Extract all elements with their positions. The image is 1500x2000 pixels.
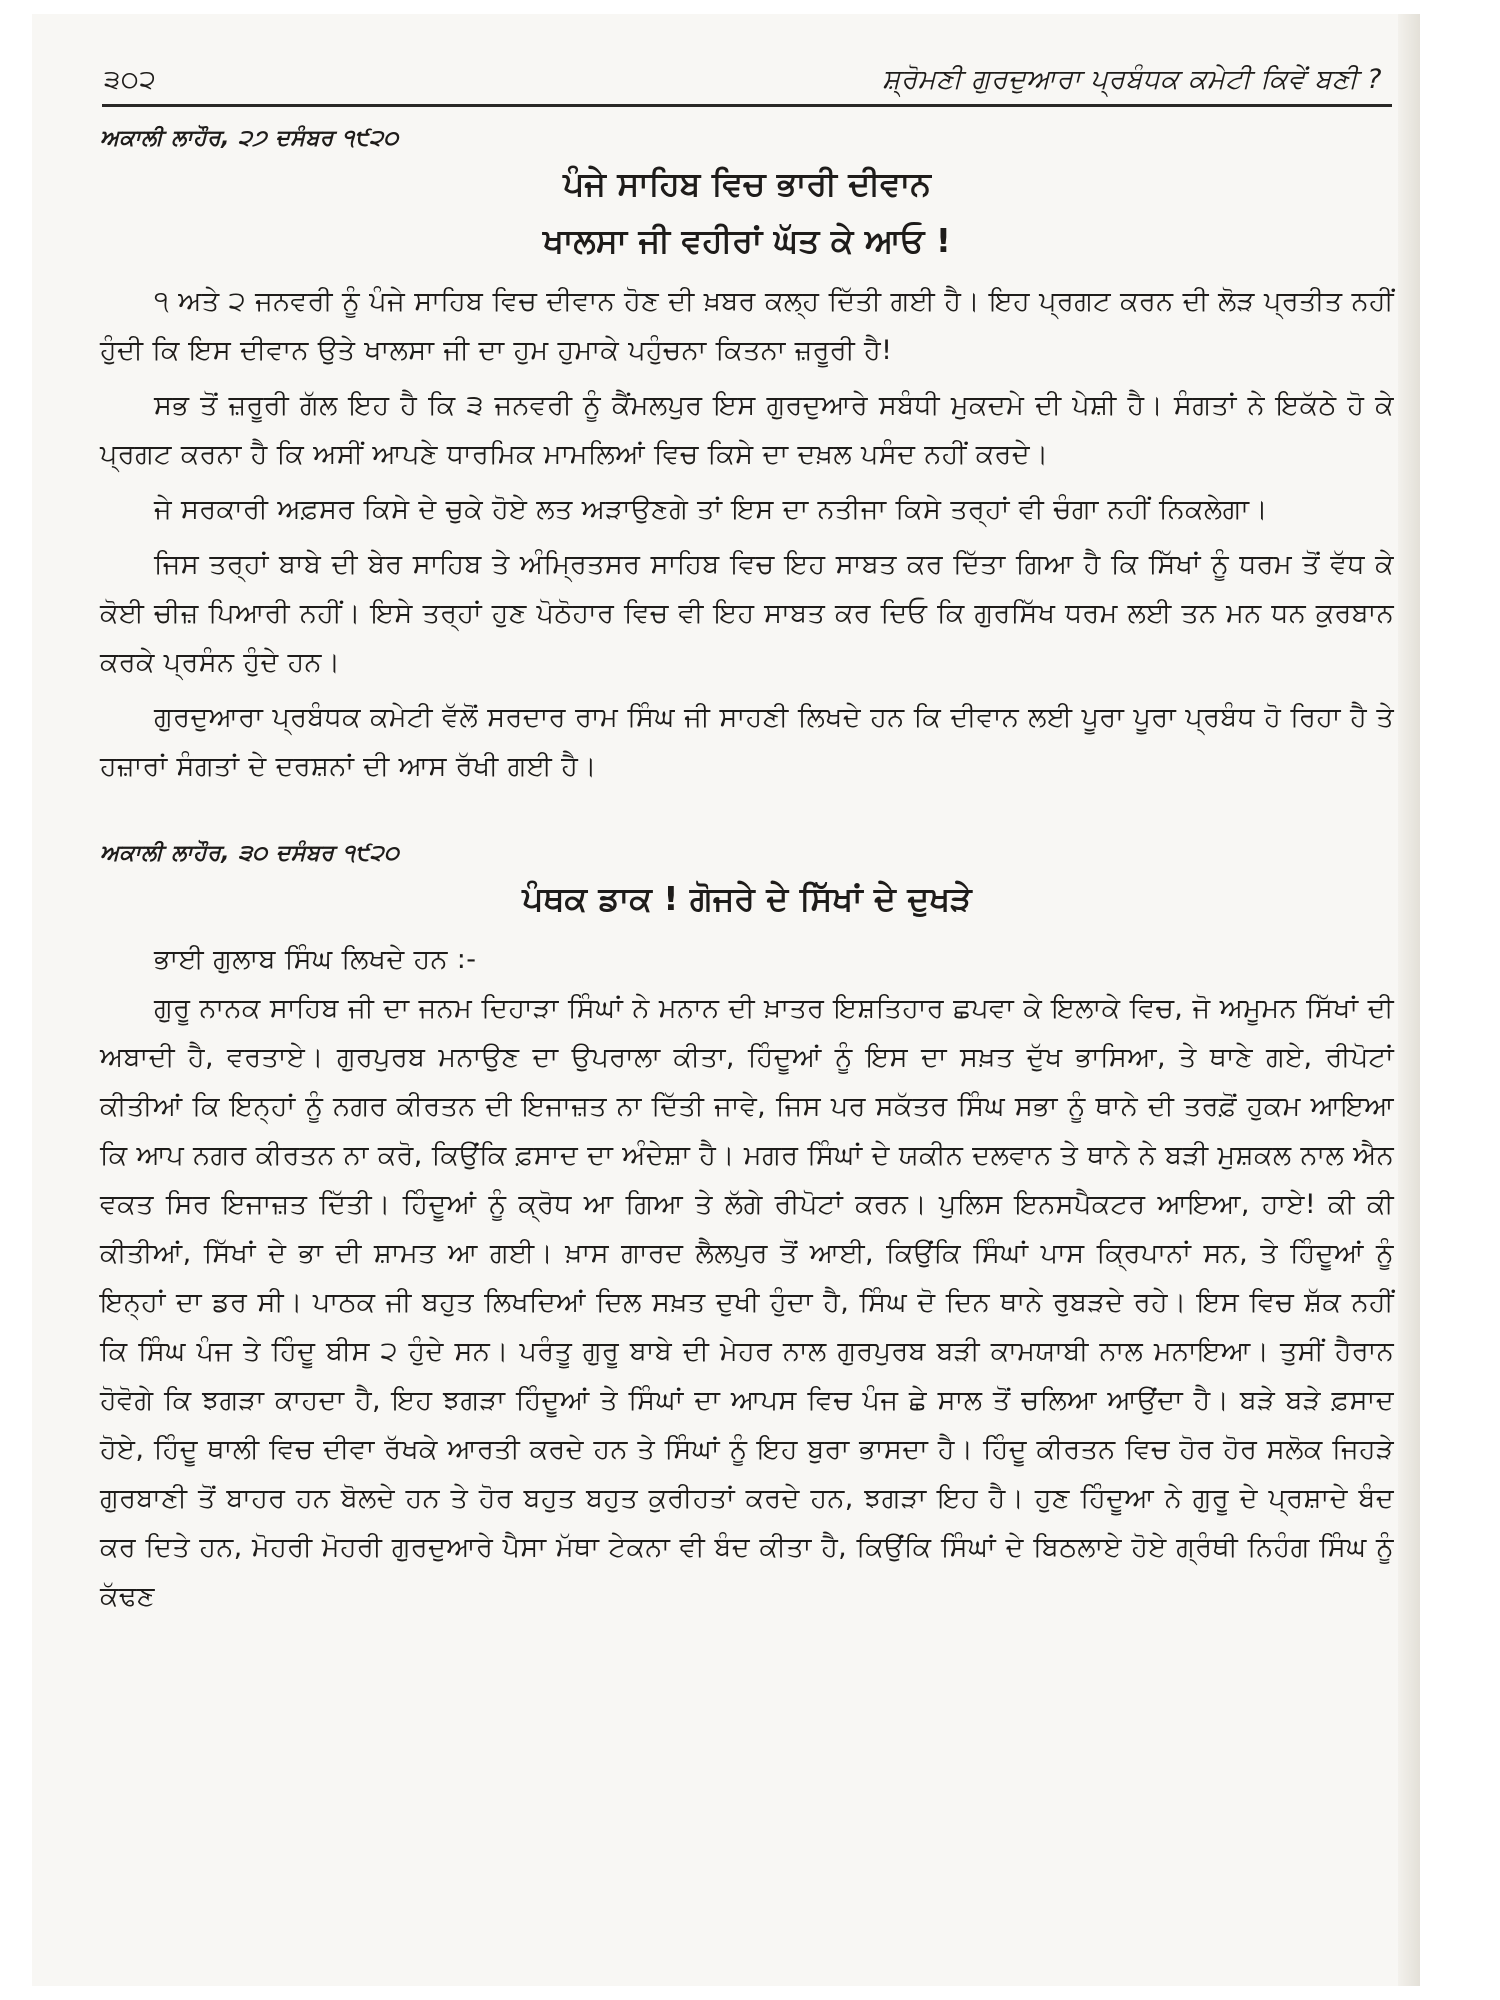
page-number: ੩੦੨ <box>104 65 157 95</box>
section-gap <box>100 797 1394 841</box>
article-paragraph: ੧ ਅਤੇ ੨ ਜਨਵਰੀ ਨੂੰ ਪੰਜੇ ਸਾਹਿਬ ਵਿਚ ਦੀਵਾਨ ਹੋਣ ਦੀ ਖ਼ਬਰ ਕਲ੍ਹ ਦਿੱਤੀ ਗਈ ਹੈ। ਇਹ ਪ੍ਰਗਟ ਕਰਨ ਦੀ ਲੋੜ ਪ੍ਰਤੀਤ ਨਹੀਂ ਹੁੰਦੀ ਕਿ ਇਸ ਦੀਵਾਨ ਉਤੇ ਖਾਲਸਾ ਜੀ ਦਾ ਹੁਮ ਹੁਮਾਕੇ ਪਹੁੰਚਨਾ ਕਿਤਨਾ ਜ਼ਰੂਰੀ ਹੈ! <box>100 285 1394 366</box>
book-page <box>32 14 1420 1986</box>
article-paragraph: ਜੇ ਸਰਕਾਰੀ ਅਫ਼ਸਰ ਕਿਸੇ ਦੇ ਚੁਕੇ ਹੋਏ ਲਤ ਅੜਾਉਣਗੇ ਤਾਂ ਇਸ ਦਾ ਨਤੀਜਾ ਕਿਸੇ ਤਰ੍ਹਾਂ ਵੀ ਚੰਗਾ ਨਹੀਂ ਨਿਕਲੇਗਾ। <box>154 493 1268 525</box>
page-header <box>104 50 1382 96</box>
article <box>100 841 1394 1621</box>
article-source: ਅਕਾਲੀ ਲਾਹੌਰ, ੩੦ ਦਸੰਬਰ ੧੯੨੦ <box>100 840 400 866</box>
page-edge-shadow <box>1398 14 1420 1986</box>
page-content <box>100 126 1394 1627</box>
article-source: ਅਕਾਲੀ ਲਾਹੌਰ, ੨੭ ਦਸੰਬਰ ੧੯੨੦ <box>100 126 399 151</box>
article-headline: ਪੰਜੇ ਸਾਹਿਬ ਵਿਚ ਭਾਰੀ ਦੀਵਾਨ <box>563 164 931 203</box>
running-title: ਸ਼੍ਰੋਮਣੀ ਗੁਰਦੁਆਰਾ ਪ੍ਰਬੰਧਕ ਕਮੇਟੀ ਕਿਵੇਂ ਬਣੀ ? <box>882 64 1382 95</box>
article-headline: ਪੰਥਕ ਡਾਕ ! ਗੋਜਰੇ ਦੇ ਸਿੱਖਾਂ ਦੇ ਦੁਖੜੇ <box>522 878 972 918</box>
header-rule <box>102 104 1392 107</box>
article-subheadline: ਖਾਲਸਾ ਜੀ ਵਹੀਰਾਂ ਘੱਤ ਕੇ ਆਓ ! <box>543 220 951 260</box>
article-paragraph: ਭਾਈ ਗੁਲਾਬ ਸਿੰਘ ਲਿਖਦੇ ਹਨ :- <box>154 943 477 975</box>
article-paragraph: ਸਭ ਤੋਂ ਜ਼ਰੂਰੀ ਗੱਲ ਇਹ ਹੈ ਕਿ ੩ ਜਨਵਰੀ ਨੂੰ ਕੈਂਮਲਪੁਰ ਇਸ ਗੁਰਦੁਆਰੇ ਸਬੰਧੀ ਮੁਕਦਮੇ ਦੀ ਪੇਸ਼ੀ ਹੈ। ਸੰਗਤਾਂ ਨੇ ਇਕੱਠੇ ਹੋ ਕੇ ਪ੍ਰਗਟ ਕਰਨਾ ਹੈ ਕਿ ਅਸੀਂ ਆਪਣੇ ਧਾਰਮਿਕ ਮਾਮਲਿਆਂ ਵਿਚ ਕਿਸੇ ਦਾ ਦਖ਼ਲ ਪਸੰਦ ਨਹੀਂ ਕਰਦੇ। <box>100 389 1394 470</box>
article <box>100 126 1394 791</box>
article-paragraph: ਗੁਰੂ ਨਾਨਕ ਸਾਹਿਬ ਜੀ ਦਾ ਜਨਮ ਦਿਹਾੜਾ ਸਿੰਘਾਂ ਨੇ ਮਨਾਨ ਦੀ ਖ਼ਾਤਰ ਇਸ਼ਤਿਹਾਰ ਛਪਵਾ ਕੇ ਇਲਾਕੇ ਵਿਚ, ਜੋ ਅਮੂਮਨ ਸਿੱਖਾਂ ਦੀ ਅਬਾਦੀ ਹੈ, ਵਰਤਾਏ। ਗੁਰਪੁਰਬ ਮਨਾਉਣ ਦਾ ਉਪਰਾਲਾ ਕੀਤਾ, ਹਿੰਦੂਆਂ ਨੂੰ ਇਸ ਦਾ ਸਖ਼ਤ ਦੁੱਖ ਭਾਸਿਆ, ਤੇ ਥਾਣੇ ਗਏ, ਰੀਪੋਟਾਂ ਕੀਤੀਆਂ ਕਿ ਇਨ੍ਹਾਂ ਨੂੰ ਨਗਰ ਕੀਰਤਨ ਦੀ ਇਜਾਜ਼ਤ ਨਾ ਦਿੱਤੀ ਜਾਵੇ, ਜਿਸ ਪਰ ਸਕੱਤਰ ਸਿੰਘ ਸਭਾ ਨੂੰ ਥਾਨੇ ਦੀ ਤਰਫ਼ੋਂ ਹੁਕਮ ਆਇਆ ਕਿ ਆਪ ਨਗਰ ਕੀਰਤਨ ਨਾ ਕਰੋ, ਕਿਉਂਕਿ ਫ਼ਸਾਦ ਦਾ ਅੰਦੇਸ਼ਾ ਹੈ। ਮਗਰ ਸਿੰਘਾਂ ਦੇ ਯਕੀਨ ਦਲਵਾਨ ਤੇ ਥਾਨੇ ਨੇ ਬੜੀ ਮੁਸ਼ਕਲ ਨਾਲ ਐਨ ਵਕਤ ਸਿਰ ਇਜਾਜ਼ਤ ਦਿੱਤੀ। ਹਿੰਦੂਆਂ ਨੂੰ ਕ੍ਰੋਧ ਆ ਗਿਆ ਤੇ ਲੱਗੇ ਰੀਪੋਟਾਂ ਕਰਨ। ਪੁਲਿਸ ਇਨਸਪੈਕਟਰ ਆਇਆ, ਹਾਏ! ਕੀ ਕੀ ਕੀਤੀਆਂ, ਸਿੱਖਾਂ ਦੇ ਭਾ ਦੀ ਸ਼ਾਮਤ ਆ ਗਈ। ਖ਼ਾਸ ਗਾਰਦ ਲੈਲਪੁਰ ਤੋਂ ਆਈ, ਕਿਉਂਕਿ ਸਿੰਘਾਂ ਪਾਸ ਕ੍ਰਿਪਾਨਾਂ ਸਨ, ਤੇ ਹਿੰਦੂਆਂ ਨੂੰ ਇਨ੍ਹਾਂ ਦਾ ਡਰ ਸੀ। ਪਾਠਕ ਜੀ ਬਹੁਤ ਲਿਖਦਿਆਂ ਦਿਲ ਸਖ਼ਤ ਦੁਖੀ ਹੁੰਦਾ ਹੈ, ਸਿੰਘ ਦੋ ਦਿਨ ਥਾਨੇ ਰੁਬੜਦੇ ਰਹੇ। ਇਸ ਵਿਚ ਸ਼ੱਕ ਨਹੀਂ ਕਿ ਸਿੰਘ ਪੰਜ ਤੇ ਹਿੰਦੂ ਬੀਸ ੨ ਹੁੰਦੇ ਸਨ। ਪਰੰਤੂ ਗੁਰੂ ਬਾਬੇ ਦੀ ਮੇਹਰ ਨਾਲ ਗੁਰਪੁਰਬ ਬੜੀ ਕਾਮਯਾਬੀ ਨਾਲ ਮਨਾਇਆ। ਤੁਸੀਂ ਹੈਰਾਨ ਹੋਵੋਗੇ ਕਿ ਝਗੜਾ ਕਾਹਦਾ ਹੈ, ਇਹ ਝਗੜਾ ਹਿੰਦੂਆਂ ਤੇ ਸਿੰਘਾਂ ਦਾ ਆਪਸ ਵਿਚ ਪੰਜ ਛੇ ਸਾਲ ਤੋਂ ਚਲਿਆ ਆਉਂਦਾ ਹੈ। ਬੜੇ ਬੜੇ ਫ਼ਸਾਦ ਹੋਏ, ਹਿੰਦੂ ਥਾਲੀ ਵਿਚ ਦੀਵਾ ਰੱਖਕੇ ਆਰਤੀ ਕਰਦੇ ਹਨ ਤੇ ਸਿੰਘਾਂ ਨੂੰ ਇਹ ਬੁਰਾ ਭਾਸਦਾ ਹੈ। ਹਿੰਦੂ ਕੀਰਤਨ ਵਿਚ ਹੋਰ ਹੋਰ ਸਲੋਕ ਜਿਹੜੇ ਗੁਰਬਾਣੀ ਤੋਂ ਬਾਹਰ ਹਨ ਬੋਲਦੇ ਹਨ ਤੇ ਹੋਰ ਬਹੁਤ ਬਹੁਤ ਕੁਰੀਹਤਾਂ ਕਰਦੇ ਹਨ, ਝਗੜਾ ਇਹ ਹੈ। ਹੁਣ ਹਿੰਦੂਆ ਨੇ ਗੁਰੂ ਦੇ ਪ੍ਰਸ਼ਾਦੇ ਬੰਦ ਕਰ ਦਿਤੇ ਹਨ, ਮੋਹਰੀ ਮੋਹਰੀ ਗੁਰਦੁਆਰੇ ਪੈਸਾ ਮੱਥਾ ਟੇਕਨਾ ਵੀ ਬੰਦ ਕੀਤਾ ਹੈ, ਕਿਉਂਕਿ ਸਿੰਘਾਂ ਦੇ ਬਿਠਲਾਏ ਹੋਏ ਗ੍ਰੰਥੀ ਨਿਹੰਗ ਸਿੰਘ ਨੂੰ ਕੱਢਣ <box>100 992 1394 1612</box>
article-paragraph: ਗੁਰਦੁਆਰਾ ਪ੍ਰਬੰਧਕ ਕਮੇਟੀ ਵੱਲੋਂ ਸਰਦਾਰ ਰਾਮ ਸਿੰਘ ਜੀ ਸਾਹਣੀ ਲਿਖਦੇ ਹਨ ਕਿ ਦੀਵਾਨ ਲਈ ਪੂਰਾ ਪੂਰਾ ਪ੍ਰਬੰਧ ਹੋ ਰਿਹਾ ਹੈ ਤੇ ਹਜ਼ਾਰਾਂ ਸੰਗਤਾਂ ਦੇ ਦਰਸ਼ਨਾਂ ਦੀ ਆਸ ਰੱਖੀ ਗਈ ਹੈ। <box>100 701 1394 782</box>
article-paragraph: ਜਿਸ ਤਰ੍ਹਾਂ ਬਾਬੇ ਦੀ ਬੇਰ ਸਾਹਿਬ ਤੇ ਅੰਮ੍ਰਿਤਸਰ ਸਾਹਿਬ ਵਿਚ ਇਹ ਸਾਬਤ ਕਰ ਦਿੱਤਾ ਗਿਆ ਹੈ ਕਿ ਸਿੱਖਾਂ ਨੂੰ ਧਰਮ ਤੋਂ ਵੱਧ ਕੇ ਕੋਈ ਚੀਜ਼ ਪਿਆਰੀ ਨਹੀਂ। ਇਸੇ ਤਰ੍ਹਾਂ ਹੁਣ ਪੋਠੋਹਾਰ ਵਿਚ ਵੀ ਇਹ ਸਾਬਤ ਕਰ ਦਿਓ ਕਿ ਗੁਰਸਿੱਖ ਧਰਮ ਲਈ ਤਨ ਮਨ ਧਨ ਕੁਰਬਾਨ ਕਰਕੇ ਪ੍ਰਸੰਨ ਹੁੰਦੇ ਹਨ। <box>100 548 1394 678</box>
